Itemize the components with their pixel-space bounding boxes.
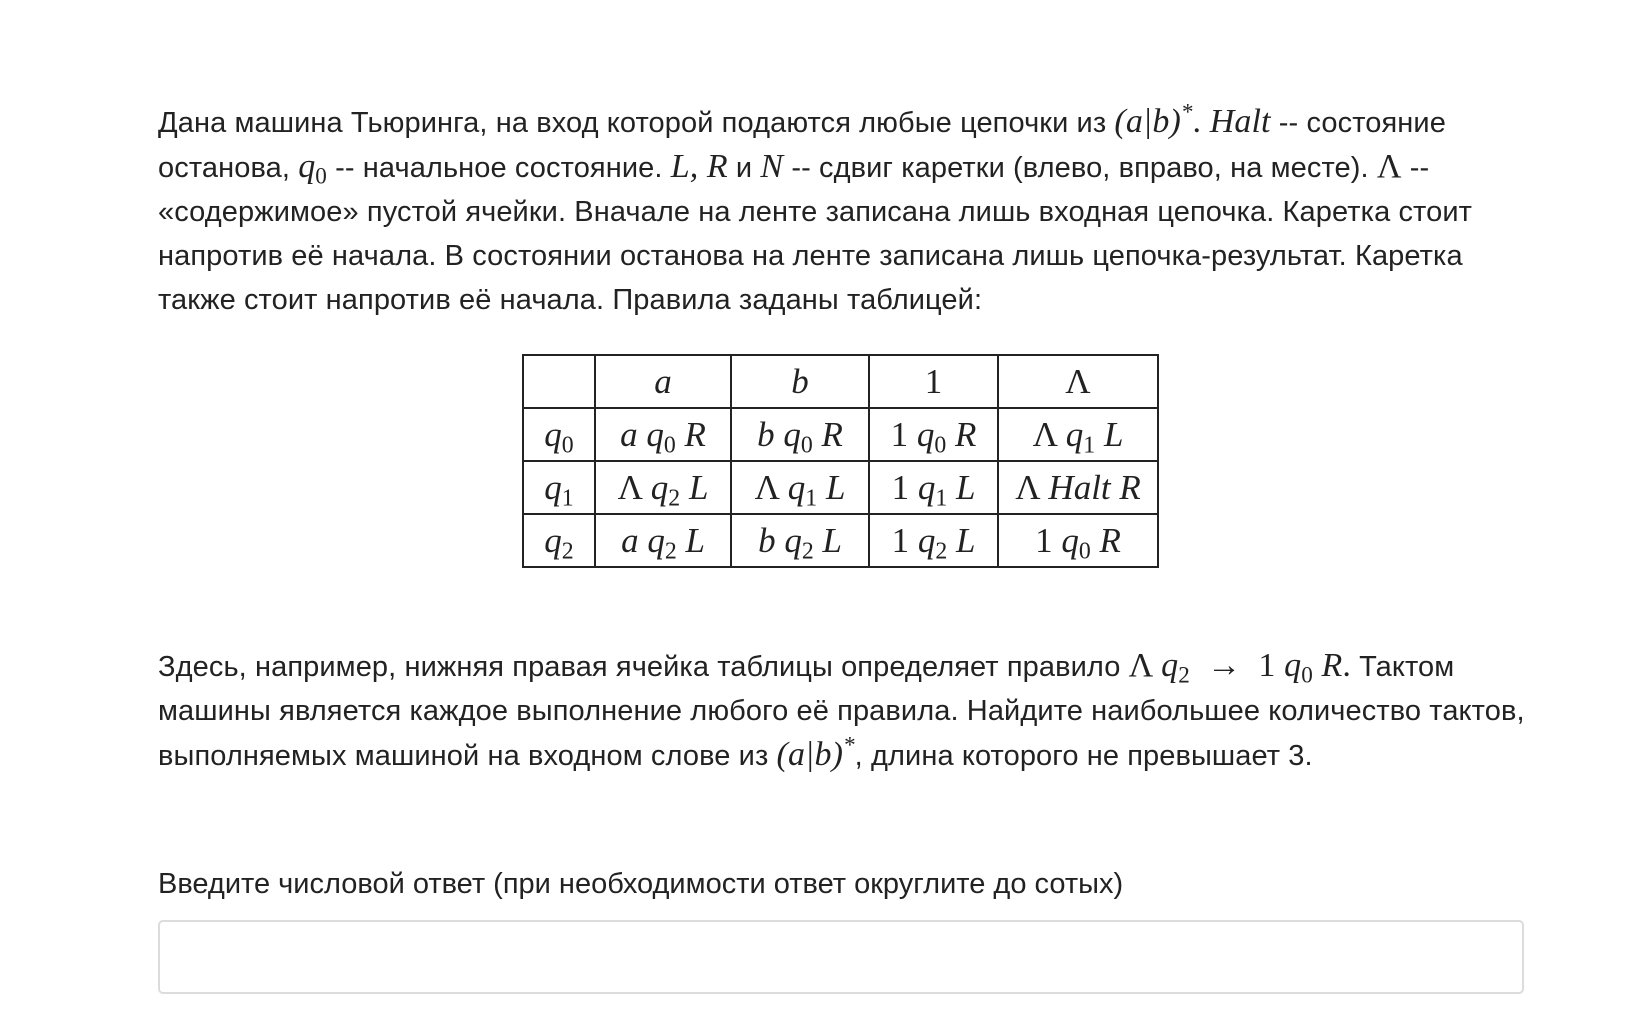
math-rule: Λ $q_2 \to 1$ $q_0$ R.	[1128, 647, 1351, 689]
math-language: (a|b)*	[1114, 99, 1193, 140]
text-segment: -- состояние останова,	[158, 107, 1446, 184]
state-cell: $q_1$	[523, 461, 595, 514]
rule-cell: a $q_2$ L	[595, 514, 731, 567]
explanation-paragraph	[158, 644, 1528, 778]
header-cell: 1	[869, 355, 998, 408]
rule-cell: Λ $q_1$ L	[731, 461, 869, 514]
text-segment: -- сдвиг каретки (влево, вправо, на месте).	[783, 152, 1377, 184]
header-cell: b	[731, 355, 869, 408]
rule-cell: b $q_2$ L	[731, 514, 869, 567]
rule-cell: 1 $q_2$ L	[869, 514, 998, 567]
answer-input[interactable]	[158, 920, 1524, 994]
math-lambda: Λ	[1376, 148, 1402, 185]
text-segment: -- «содержимое» пустой ячейки. Вначале на ленте записана лишь входная цепочка. Каретка стоит напротив её начала. В состоянии останова на ленте записана лишь цепочка-результат. Каретка также стоит напротив её начала. Правила заданы таблицей:	[158, 152, 1473, 316]
rule-cell: Λ $q_1$ L	[998, 408, 1158, 461]
math-q0: $q_0$	[298, 148, 327, 190]
rule-cell: Λ $q_2$ L	[595, 461, 731, 514]
problem-statement	[158, 100, 1528, 322]
rule-cell: 1 $q_1$ L	[869, 461, 998, 514]
text-segment: Здесь, например, нижняя правая ячейка таблицы определяет правило	[158, 651, 1129, 683]
math-shifts: L, R	[670, 148, 728, 185]
text-segment: Тактом машины является каждое выполнение любого её правила. Найдите наибольшее количество тактов, выполняемых машиной на входном слове из	[158, 651, 1525, 772]
math-halt: Halt	[1209, 103, 1271, 140]
problem-paragraph: Дана машина Тьюринга, на вход которой подаются любые цепочки из (a|b)*. Halt -- состояние останова, $q_0$ -- начальное состояние. L, R и N -- сдвиг каретки (влево, вправо, на месте). Λ -- «содержимое» пустой ячейки. Вначале на ленте записана лишь входная цепочка. Каретка стоит напротив её начала. В состоянии останова на ленте записана лишь цепочка-результат. Каретка также стоит напротив её начала. Правила заданы таблицей:	[158, 99, 1473, 316]
math-language: (a|b)*	[776, 732, 855, 773]
rule-cell: 1 $q_0$ R	[998, 514, 1158, 567]
text-segment: Дана машина Тьюринга, на вход которой подаются любые цепочки из	[158, 107, 1115, 139]
rule-cell: a $q_0$ R	[595, 408, 731, 461]
text-segment: , длина которого не превышает 3.	[854, 740, 1313, 772]
rule-cell: b $q_0$ R	[731, 408, 869, 461]
math-n: N	[760, 148, 784, 185]
state-cell: $q_2$	[523, 514, 595, 567]
header-cell: Λ	[998, 355, 1158, 408]
table-row	[523, 514, 1158, 567]
table-row	[523, 461, 1158, 514]
rule-cell: 1 $q_0$ R	[869, 408, 998, 461]
table-row	[523, 408, 1158, 461]
text-segment: -- начальное состояние.	[326, 152, 671, 184]
rule-cell: Λ Halt R	[998, 461, 1158, 514]
transition-table-wrap	[522, 354, 1159, 568]
table-corner-cell	[523, 355, 595, 408]
state-cell: $q_0$	[523, 408, 595, 461]
answer-prompt: Введите числовой ответ (при необходимости ответ округлите до сотых)	[158, 868, 1124, 900]
arrow-icon: →	[1207, 647, 1242, 684]
table-header-row	[523, 355, 1158, 408]
explanation-block	[158, 644, 1528, 778]
transition-table	[522, 354, 1159, 568]
header-cell: a	[595, 355, 731, 408]
